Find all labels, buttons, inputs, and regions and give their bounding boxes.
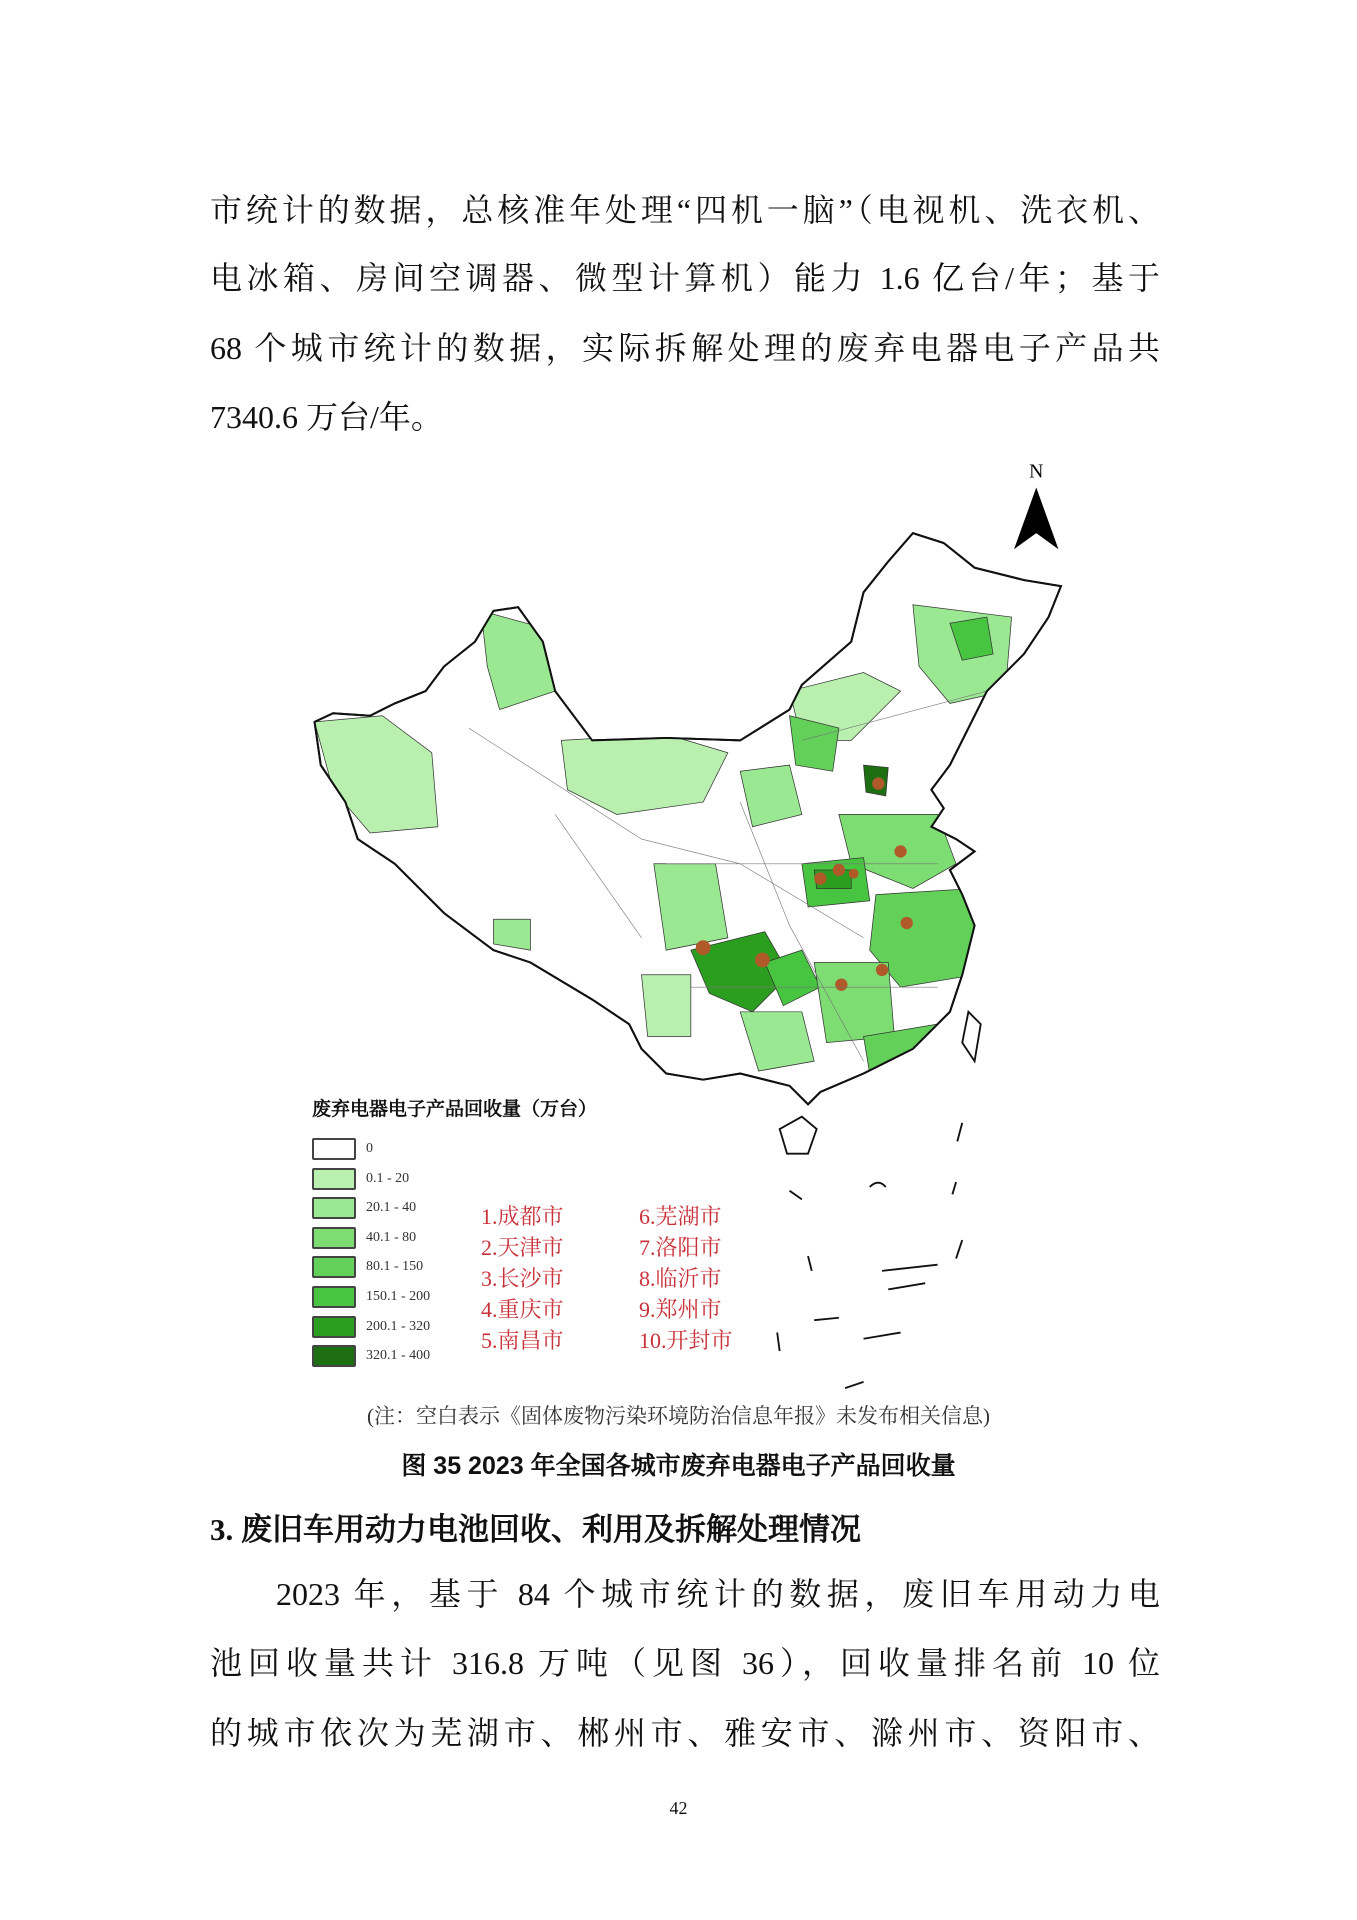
city-label: 2.天津市 [481, 1235, 564, 1260]
legend-item [312, 1255, 423, 1279]
legend-label: 150.1 - 200 [366, 1289, 431, 1304]
map-note: (注：空白表示《固体废物污染环境防治信息年报》未发布相关信息) [367, 1404, 990, 1428]
city-marker-zhengzhou [833, 864, 845, 876]
city-marker-chongqing [755, 953, 770, 968]
text-line: 池回收量共计 316.8 万吨（见图 36），回收量排名前 10 位 [210, 1645, 1160, 1681]
city-label: 7.洛阳市 [639, 1235, 722, 1260]
legend-label: 20.1 - 40 [366, 1200, 417, 1216]
text-line: 的城市依次为芜湖市、郴州市、雅安市、滁州市、资阳市、 [210, 1715, 1160, 1751]
legend-item [312, 1196, 416, 1220]
city-marker-luoyang [814, 872, 826, 884]
legend-swatch [312, 1316, 356, 1338]
legend-item [312, 1137, 373, 1161]
legend-swatch [312, 1168, 356, 1190]
section-heading: 3. 废旧车用动力电池回收、利用及拆解处理情况 [210, 1512, 861, 1547]
north-arrow [1014, 461, 1058, 550]
city-marker-nanchang [876, 964, 888, 976]
legend-label: 40.1 - 80 [366, 1229, 417, 1245]
legend-swatch [312, 1138, 356, 1160]
legend-item [312, 1344, 430, 1368]
city-marker-changsha [835, 979, 847, 991]
city-marker-chengdu [696, 940, 711, 955]
text-line: 7340.6 万台/年。 [210, 399, 443, 435]
legend-swatch [312, 1227, 356, 1249]
legend-item [312, 1285, 430, 1309]
city-label: 5.南昌市 [481, 1328, 564, 1353]
legend-item [312, 1167, 409, 1191]
text-line: 68 个城市统计的数据，实际拆解处理的废弃电器电子产品共 [210, 330, 1160, 366]
legend-swatch [312, 1256, 356, 1278]
legend-title: 废弃电器电子产品回收量（万台） [312, 1098, 598, 1120]
legend-label: 200.1 - 320 [366, 1318, 431, 1334]
city-label: 4.重庆市 [481, 1297, 564, 1322]
legend-label: 320.1 - 400 [366, 1348, 431, 1364]
north-label: N [1029, 460, 1044, 483]
legend-item [312, 1226, 416, 1250]
text-line: 市统计的数据，总核准年处理“四机一脑”（电视机、洗衣机、 [210, 192, 1160, 228]
legend-label: 80.1 - 150 [366, 1259, 424, 1275]
south-china-sea-islands [777, 1123, 962, 1388]
city-marker-linyi [894, 845, 906, 857]
city-marker-wuhu [901, 917, 913, 929]
legend-item [312, 1315, 430, 1339]
legend-swatch [312, 1286, 356, 1308]
north-arrow-icon [1014, 488, 1058, 550]
city-marker-tianjin [872, 777, 884, 789]
page-number: 42 [669, 1798, 688, 1818]
city-label: 1.成都市 [481, 1204, 564, 1229]
legend-swatch [312, 1345, 356, 1367]
city-marker-kaifeng [849, 869, 859, 879]
legend-label: 0.1 - 20 [366, 1170, 410, 1186]
city-label: 9.郑州市 [639, 1297, 722, 1322]
city-label: 3.长沙市 [481, 1266, 564, 1291]
city-label: 8.临沂市 [639, 1266, 722, 1291]
text-line: 2023 年，基于 84 个城市统计的数据，废旧车用动力电 [276, 1576, 1160, 1612]
hainan-island [780, 1117, 817, 1154]
figure-caption: 图 35 2023 年全国各城市废弃电器电子产品回收量 [401, 1452, 956, 1480]
city-label: 10.开封市 [639, 1328, 733, 1353]
city-label: 6.芜湖市 [639, 1204, 722, 1229]
taiwan-island [962, 1012, 981, 1061]
legend-label: 0 [366, 1141, 373, 1156]
text-line: 电冰箱、房间空调器、微型计算机）能力 1.6 亿台/年；基于 [210, 260, 1160, 296]
legend-swatch [312, 1197, 356, 1219]
